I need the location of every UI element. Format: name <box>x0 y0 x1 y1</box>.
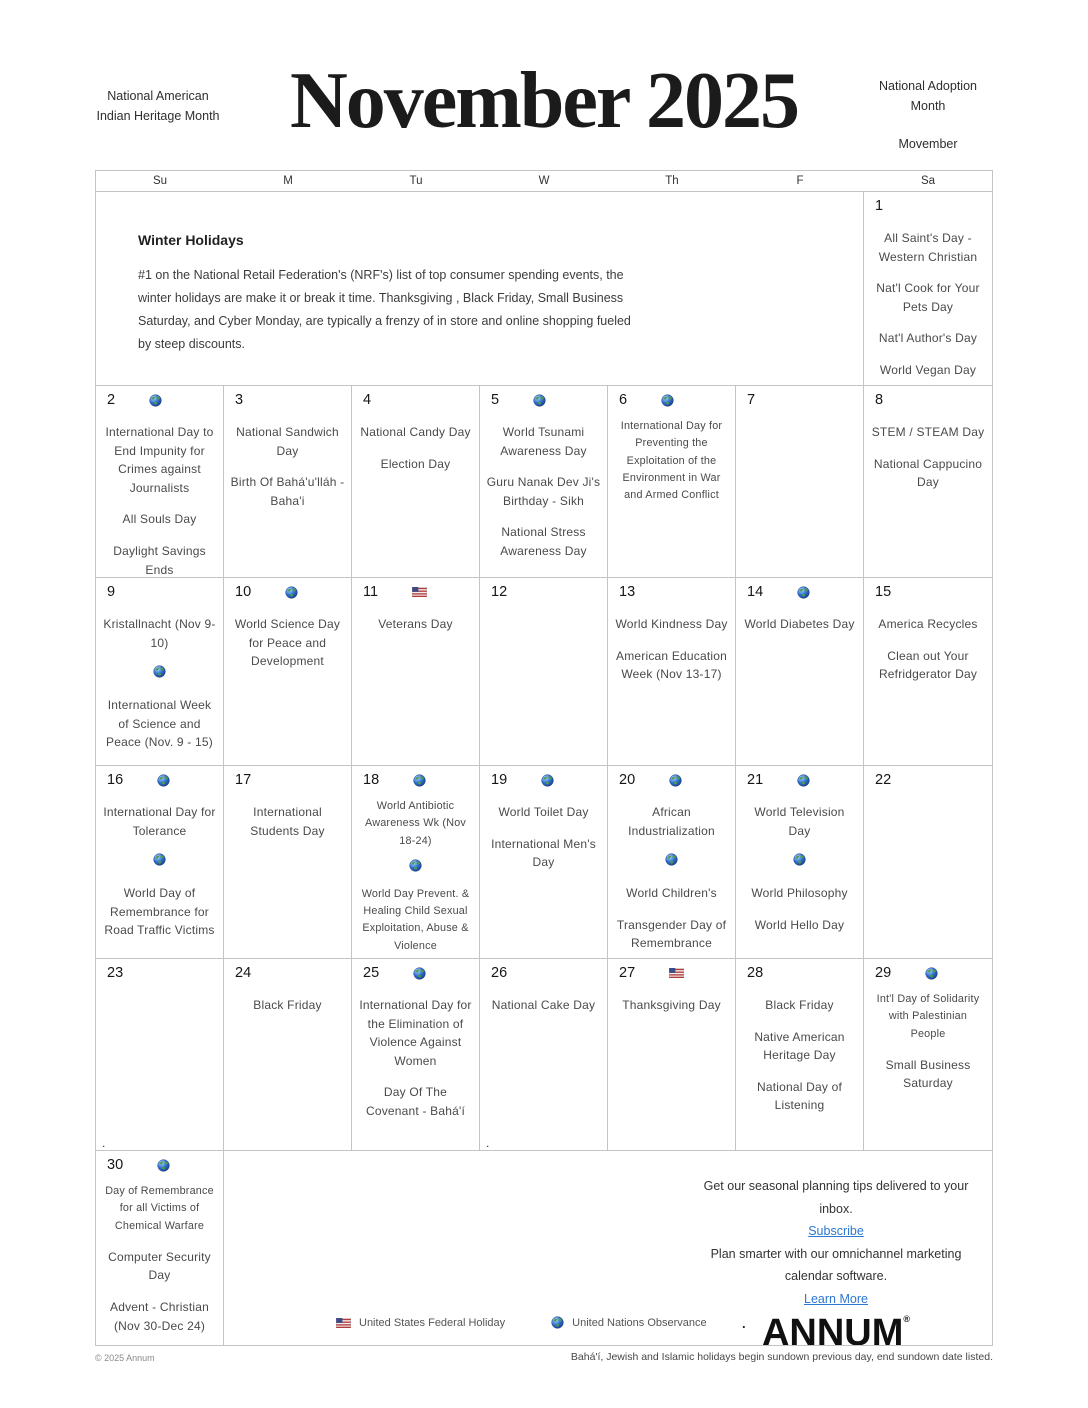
day-number: 23 <box>107 965 124 981</box>
event-label: Transgender Day of Remembrance <box>616 917 727 951</box>
event-label: World Toilet Day <box>498 805 589 819</box>
event-label: World Day Prevent. & Healing Child Sexual Exploitation, Abuse & Violence <box>361 887 470 952</box>
weekday-header-m: M <box>224 171 352 192</box>
winter-holidays-note <box>96 192 864 386</box>
us-federal-holiday-flag-icon <box>669 968 684 978</box>
day-number: 5 <box>491 392 500 408</box>
legend-us-federal-holiday <box>336 1317 505 1329</box>
left-month-theme: National American Indian Heritage Month <box>96 89 220 123</box>
day-cell-26 <box>480 959 608 1151</box>
un-observance-globe-icon <box>925 967 938 980</box>
un-observance-globe-icon <box>149 394 162 407</box>
event-label: Guru Nanak Dev Ji's Birthday - Sikh <box>486 475 601 508</box>
un-observance-globe-icon <box>153 853 166 866</box>
event-label: International Week of Science and Peace (Nov. 9 - 15) <box>106 698 213 750</box>
day-cell-23 <box>96 959 224 1151</box>
day-number: 18 <box>363 772 380 788</box>
day-number: 22 <box>875 772 892 788</box>
stray-dot: . <box>102 1136 106 1150</box>
day-number: 27 <box>619 965 636 981</box>
event-label: World Tsunami Awareness Day <box>500 425 587 458</box>
event-label: Kristallnacht (Nov 9-10) <box>103 617 216 650</box>
copyright: © 2025 Annum <box>95 1353 155 1363</box>
event-label: STEM / STEAM Day <box>871 425 985 439</box>
day-cell-9 <box>96 578 224 766</box>
event-label: Election Day <box>380 456 451 471</box>
day-number: 20 <box>619 772 636 788</box>
right-month-themes <box>860 76 996 154</box>
event-label: World Hello Day <box>754 917 845 932</box>
event-label: World Vegan Day <box>879 362 977 377</box>
right-month-theme-1: National Adoption Month <box>879 79 977 113</box>
event-label: Day Of The Covenant - Bahá'í <box>365 1085 466 1118</box>
subscribe-link[interactable]: Subscribe <box>808 1224 864 1238</box>
event-label: All Souls Day <box>122 512 197 527</box>
weekday-header-tu: Tu <box>352 171 480 192</box>
un-observance-globe-icon <box>797 774 810 787</box>
day-number: 24 <box>235 965 252 981</box>
day-number: 4 <box>363 392 372 408</box>
day-cell-2 <box>96 386 224 578</box>
weekday-header-f: F <box>736 171 864 192</box>
event-label: World Science Day for Peace and Development <box>234 617 341 669</box>
annum-logo: ANNUM® <box>761 1312 911 1345</box>
event-label: All Saint's Day - Western Christian <box>878 231 978 264</box>
stray-dot: . <box>742 1316 746 1331</box>
event-label: Nat'l Cook for Your Pets Day <box>876 281 980 314</box>
day-cell-3 <box>224 386 352 578</box>
un-observance-globe-icon <box>153 665 166 678</box>
winter-holidays-body: #1 on the National Retail Federation's (NRF's) list of top consumer spending events, the winter holidays are make it or break it time. Thanksgiving , Black Friday, Small Business Saturday, and Cyber Monday, are typically a frenzy of in store and online shopping fueled by steep discounts. <box>138 268 631 352</box>
day-number: 1 <box>875 198 884 214</box>
day-cell-18 <box>352 766 480 959</box>
day-number: 6 <box>619 392 628 408</box>
day-number: 8 <box>875 392 884 408</box>
event-label: National Cappucino Day <box>873 456 983 490</box>
page-title: November 2025 <box>290 57 798 145</box>
day-cell-22 <box>864 766 992 959</box>
day-cell-6 <box>608 386 736 578</box>
day-cell-29 <box>864 959 992 1151</box>
event-label: National Candy Day <box>360 425 471 439</box>
day-cell-24 <box>224 959 352 1151</box>
day-number: 25 <box>363 965 380 981</box>
event-label: World Television Day <box>754 805 845 838</box>
legend-un-label: United Nations Observance <box>572 1316 707 1329</box>
us-federal-holiday-flag-icon <box>336 1318 351 1328</box>
event-label: Daylight Savings Ends <box>113 543 206 577</box>
day-number: 9 <box>107 584 116 600</box>
day-cell-19 <box>480 766 608 959</box>
event-label: World Antibiotic Awareness Wk (Nov 18-24) <box>365 800 466 847</box>
winter-holidays-title: Winter Holidays <box>138 232 244 248</box>
promo-cell <box>224 1151 992 1345</box>
event-label: World Diabetes Day <box>744 617 855 631</box>
event-label: Black Friday <box>253 998 322 1012</box>
day-number: 10 <box>235 584 252 600</box>
event-label: Clean out Your Refridgerator Day <box>878 648 978 682</box>
day-cell-1 <box>864 192 992 386</box>
day-number: 28 <box>747 965 764 981</box>
un-observance-globe-icon <box>669 774 682 787</box>
event-label: Black Friday <box>765 998 834 1012</box>
promo-line-2: Plan smarter with our omnichannel marketing calendar software. <box>710 1246 962 1283</box>
day-cell-5 <box>480 386 608 578</box>
event-label: National Day of Listening <box>756 1079 843 1113</box>
promo-line-1: Get our seasonal planning tips delivered to your inbox. <box>703 1179 969 1216</box>
day-cell-7 <box>736 386 864 578</box>
legend <box>336 1316 707 1329</box>
day-number: 3 <box>235 392 244 408</box>
event-label: International Students Day <box>250 805 325 838</box>
un-observance-globe-icon <box>285 586 298 599</box>
event-label: Computer Security Day <box>108 1249 211 1283</box>
day-cell-16 <box>96 766 224 959</box>
day-cell-15 <box>864 578 992 766</box>
stray-dot: . <box>486 1136 490 1150</box>
day-cell-11 <box>352 578 480 766</box>
day-number: 26 <box>491 965 508 981</box>
event-label: Veterans Day <box>378 617 453 631</box>
annum-logo-trademark: ® <box>903 1314 911 1324</box>
day-cell-13 <box>608 578 736 766</box>
un-observance-globe-icon <box>797 586 810 599</box>
day-cell-25 <box>352 959 480 1151</box>
us-federal-holiday-flag-icon <box>412 587 427 597</box>
un-observance-globe-icon <box>413 967 426 980</box>
day-number: 16 <box>107 772 124 788</box>
event-label: International Men's Day <box>491 836 596 870</box>
un-observance-globe-icon <box>409 859 422 872</box>
event-label: International Day for Tolerance <box>103 805 216 838</box>
calendar-grid <box>95 170 993 1346</box>
day-cell-20 <box>608 766 736 959</box>
event-label: Nat'l Author's Day <box>878 331 978 346</box>
day-number: 12 <box>491 584 508 600</box>
day-number: 14 <box>747 584 764 600</box>
un-observance-globe-icon <box>157 1159 170 1172</box>
event-label: Day of Remembrance for all Victims of Chemical Warfare <box>105 1185 214 1232</box>
event-label: Advent - Christian (Nov 30-Dec 24) <box>110 1299 209 1333</box>
un-observance-globe-icon <box>157 774 170 787</box>
day-cell-10 <box>224 578 352 766</box>
event-label: Native American Heritage Day <box>754 1029 845 1063</box>
event-label: World Kindness Day <box>615 617 728 631</box>
day-cell-30 <box>96 1151 224 1345</box>
event-label: African Industrialization <box>628 805 715 838</box>
promo-text <box>688 1175 984 1345</box>
day-number: 17 <box>235 772 252 788</box>
event-label: International Day for Preventing the Exploitation of the Environment in War and Armed Conflict <box>620 420 723 502</box>
day-number: 13 <box>619 584 636 600</box>
day-number: 2 <box>107 392 116 408</box>
event-label: World Day of Remembrance for Road Traffic Victims <box>104 886 215 938</box>
day-number: 21 <box>747 772 764 788</box>
event-label: World Philosophy <box>751 886 848 901</box>
un-observance-globe-icon <box>661 394 674 407</box>
weekday-header-sa: Sa <box>864 171 992 192</box>
weekday-header-th: Th <box>608 171 736 192</box>
day-cell-21 <box>736 766 864 959</box>
day-number: 7 <box>747 392 756 408</box>
day-number: 15 <box>875 584 892 600</box>
event-label: Birth Of Bahá'u'lláh - Baha'i <box>230 475 345 508</box>
event-label: International Day to End Impunity for Crimes against Journalists <box>105 425 214 495</box>
day-cell-17 <box>224 766 352 959</box>
event-label: International Day for the Elimination of Violence Against Women <box>359 998 472 1068</box>
un-observance-globe-icon <box>793 853 806 866</box>
event-label: Thanksgiving Day <box>622 998 721 1012</box>
footer-note: Bahá'í, Jewish and Islamic holidays begin sundown previous day, end sundown date listed. <box>570 1351 993 1363</box>
event-label: World Children's <box>626 886 717 901</box>
weekday-header-w: W <box>480 171 608 192</box>
event-label: Int'l Day of Solidarity with Palestinian People <box>876 993 980 1040</box>
event-label: American Education Week (Nov 13-17) <box>616 648 727 682</box>
un-observance-globe-icon <box>541 774 554 787</box>
event-label: America Recycles <box>878 617 978 631</box>
weekday-header-su: Su <box>96 171 224 192</box>
un-observance-globe-icon <box>533 394 546 407</box>
day-cell-28 <box>736 959 864 1151</box>
learn-more-link[interactable]: Learn More <box>804 1291 868 1306</box>
event-label: National Cake Day <box>491 998 596 1012</box>
event-label: National Stress Awareness Day <box>500 525 587 558</box>
day-cell-27 <box>608 959 736 1151</box>
event-label: Small Business Saturday <box>885 1057 971 1091</box>
day-number: 11 <box>363 584 379 600</box>
day-number: 30 <box>107 1157 124 1173</box>
day-cell-8 <box>864 386 992 578</box>
right-month-theme-2: Movember <box>898 137 958 151</box>
event-label: National Sandwich Day <box>236 425 339 458</box>
day-number: 19 <box>491 772 508 788</box>
day-cell-12 <box>480 578 608 766</box>
day-cell-4 <box>352 386 480 578</box>
un-observance-globe-icon <box>665 853 678 866</box>
legend-us-label: United States Federal Holiday <box>359 1316 506 1329</box>
un-observance-globe-icon <box>551 1316 564 1329</box>
un-observance-globe-icon <box>413 774 426 787</box>
legend-un-observance <box>551 1316 707 1329</box>
day-number: 29 <box>875 965 892 981</box>
day-cell-14 <box>736 578 864 766</box>
